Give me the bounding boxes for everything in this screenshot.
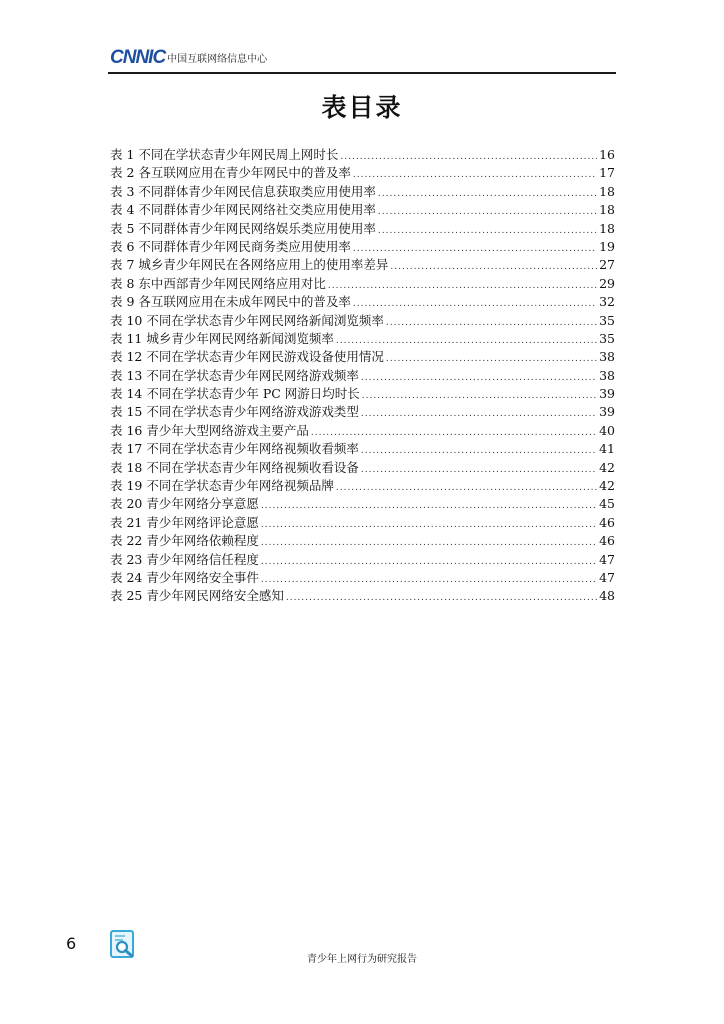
toc-entry-page: 18: [599, 183, 615, 199]
toc-entry[interactable]: [110, 312, 615, 330]
toc-entry-label: 表 1 不同在学状态青少年网民周上网时长: [110, 147, 339, 162]
toc-entry-label: 表 16 青少年大型网络游戏主要产品: [110, 422, 309, 438]
toc-leader-dots: [362, 387, 597, 405]
page-title: 表目录: [321, 93, 403, 122]
toc-entry-label: 表 4 不同群体青少年网民网络社交类应用使用率: [110, 202, 376, 218]
toc-entry[interactable]: [110, 330, 615, 348]
toc-entry-page: 41: [599, 441, 615, 457]
toc-entry-page: 27: [599, 257, 615, 273]
toc-leader-dots: [336, 479, 597, 497]
toc-entry-page: 18: [599, 220, 615, 236]
toc-leader-dots: [261, 497, 597, 515]
toc-entry[interactable]: [110, 495, 615, 513]
toc-leader-dots: [353, 295, 597, 313]
toc-entry-page: 39: [599, 404, 615, 420]
toc-entry[interactable]: [110, 385, 615, 403]
toc-entry-label: 表 24 青少年网络安全事件: [110, 569, 259, 585]
toc-leader-dots: [390, 258, 597, 276]
toc-leader-dots: [378, 203, 597, 221]
toc-entry[interactable]: [110, 238, 615, 256]
toc-entry-page: 48: [599, 588, 615, 604]
toc-entry-label: 表 10 不同在学状态青少年网民网络新闻浏览频率: [110, 312, 384, 328]
toc-entry-label: 表 11 城乡青少年网民网络新闻浏览频率: [110, 330, 334, 346]
toc-leader-dots: [286, 589, 597, 607]
toc-entry-label: 表 13 不同在学状态青少年网民网络游戏频率: [110, 367, 359, 383]
toc-entry[interactable]: [110, 348, 615, 366]
toc-leader-dots: [328, 277, 597, 295]
toc-entry-label: 表 25 青少年网民网络安全感知: [110, 588, 284, 604]
toc-leader-dots: [353, 240, 597, 258]
toc-leader-dots: [261, 516, 597, 534]
toc-entry-label: 表 18 不同在学状态青少年网络视频收看设备: [110, 459, 359, 475]
toc-entry-label: 表 22 青少年网络依赖程度: [110, 533, 259, 549]
toc-entry-page: 46: [599, 514, 615, 530]
toc-entry[interactable]: [110, 201, 615, 219]
toc-leader-dots: [386, 350, 597, 368]
toc-leader-dots: [386, 314, 597, 332]
toc-entry-page: 18: [599, 202, 615, 218]
toc-leader-dots: [261, 534, 597, 552]
toc-leader-dots: [261, 571, 597, 589]
toc-entry[interactable]: [110, 275, 615, 293]
toc-entry-page: 35: [599, 330, 615, 346]
toc-leader-dots: [353, 166, 597, 184]
toc-entry[interactable]: [110, 532, 615, 550]
toc-entry-page: 35: [599, 312, 615, 328]
toc-entry[interactable]: [110, 293, 615, 311]
toc-leader-dots: [378, 185, 597, 203]
toc-entry[interactable]: [110, 440, 615, 458]
table-of-contents: [110, 146, 615, 606]
toc-entry[interactable]: [110, 514, 615, 532]
toc-entry-page: 40: [599, 422, 615, 438]
toc-entry[interactable]: [110, 256, 615, 274]
toc-entry[interactable]: [110, 422, 615, 440]
toc-entry-page: 42: [599, 459, 615, 475]
logo-mark: CNNIC: [110, 47, 166, 68]
report-title: 青少年上网行为研究报告: [307, 954, 417, 965]
page-number: 6: [66, 934, 77, 953]
toc-leader-dots: [361, 405, 597, 423]
toc-leader-dots: [378, 222, 597, 240]
cnnic-logo: [110, 48, 267, 68]
toc-entry-label: 表 14 不同在学状态青少年 PC 网游日均时长: [110, 386, 360, 402]
toc-leader-dots: [361, 442, 597, 460]
org-name: 中国互联网络信息中心: [167, 54, 268, 65]
toc-leader-dots: [361, 461, 597, 479]
toc-entry-page: 45: [599, 496, 615, 512]
toc-leader-dots: [261, 553, 597, 571]
toc-entry-page: 39: [599, 386, 615, 402]
toc-entry-label: 表 17 不同在学状态青少年网络视频收看频率: [110, 441, 359, 457]
toc-entry[interactable]: [110, 551, 615, 569]
toc-leader-dots: [340, 148, 597, 166]
toc-entry-page: 16: [599, 147, 615, 162]
toc-entry[interactable]: [110, 183, 615, 201]
toc-entry-label: 表 3 不同群体青少年网民信息获取类应用使用率: [110, 183, 376, 199]
toc-entry[interactable]: [110, 569, 615, 587]
toc-entry-label: 表 7 城乡青少年网民在各网络应用上的使用率差异: [110, 257, 389, 273]
toc-entry-label: 表 23 青少年网络信任程度: [110, 551, 259, 567]
toc-entry-label: 表 2 各互联网应用在青少年网民中的普及率: [110, 165, 351, 181]
toc-entry[interactable]: [110, 220, 615, 238]
toc-entry-page: 47: [599, 569, 615, 585]
toc-entry-page: 32: [599, 294, 615, 310]
toc-entry[interactable]: [110, 146, 615, 164]
toc-entry-label: 表 9 各互联网应用在未成年网民中的普及率: [110, 294, 351, 310]
toc-entry-label: 表 12 不同在学状态青少年网民游戏设备使用情况: [110, 349, 384, 365]
toc-entry-label: 表 15 不同在学状态青少年网络游戏游戏类型: [110, 404, 359, 420]
toc-entry-page: 19: [599, 238, 615, 254]
toc-entry[interactable]: [110, 164, 615, 182]
toc-entry[interactable]: [110, 477, 615, 495]
toc-entry-label: 表 8 东中西部青少年网民网络应用对比: [110, 275, 326, 291]
toc-entry-page: 38: [599, 367, 615, 383]
toc-entry-label: 表 21 青少年网络评论意愿: [110, 514, 259, 530]
toc-entry-page: 29: [599, 275, 615, 291]
toc-entry[interactable]: [110, 367, 615, 385]
toc-entry[interactable]: [110, 587, 615, 605]
toc-entry-label: 表 20 青少年网络分享意愿: [110, 496, 259, 512]
toc-entry-page: 47: [599, 551, 615, 567]
toc-entry-page: 17: [599, 165, 615, 181]
toc-entry[interactable]: [110, 403, 615, 421]
page-header: [108, 48, 616, 74]
toc-entry[interactable]: [110, 459, 615, 477]
toc-entry-page: 38: [599, 349, 615, 365]
toc-entry-label: 表 19 不同在学状态青少年网络视频品牌: [110, 478, 334, 494]
toc-entry-page: 46: [599, 533, 615, 549]
toc-leader-dots: [361, 369, 597, 387]
toc-entry-label: 表 6 不同群体青少年网民商务类应用使用率: [110, 238, 351, 254]
toc-entry-page: 42: [599, 478, 615, 494]
toc-entry-label: 表 5 不同群体青少年网民网络娱乐类应用使用率: [110, 220, 376, 236]
